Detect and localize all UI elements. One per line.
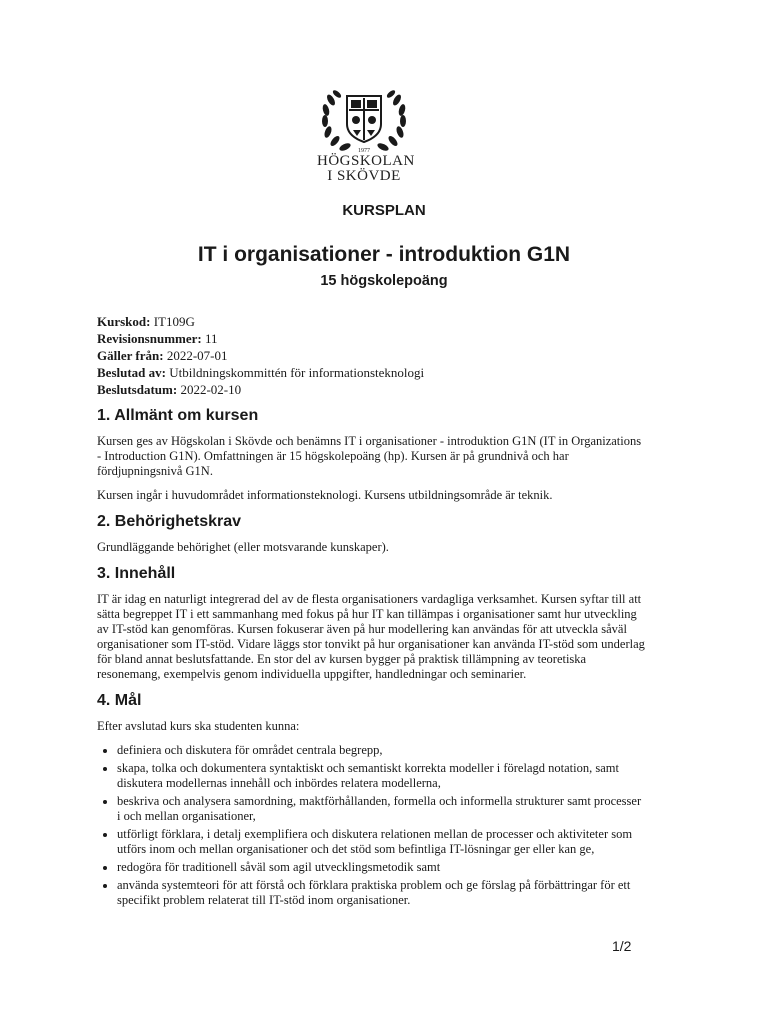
paragraph: Kursen ingår i huvudområdet informationsteknologi. Kursens utbildningsområde är teknik.	[97, 488, 553, 502]
meta-label: Beslutsdatum:	[97, 382, 178, 397]
section-heading: 4. Mål	[97, 692, 142, 709]
logo-line-2: I SKÖVDE	[327, 168, 401, 184]
section-general	[97, 406, 645, 503]
list-item: • använda systemteori för att förstå och förklara praktiska problem och ge förslag på förbättringar för ett specifikt problem relaterat till IT-stöd inom organisationer.	[117, 878, 645, 908]
meta-value: 2022-07-01	[166, 348, 228, 363]
paragraph: Efter avslutad kurs ska studenten kunna:	[97, 719, 300, 733]
meta-value: 2022-02-10	[180, 382, 242, 397]
logo-year: 1977	[358, 148, 370, 154]
meta-row-decided-by	[97, 364, 424, 381]
laurel-crest-icon	[317, 86, 411, 154]
document-type: KURSPLAN	[342, 202, 426, 219]
paragraph: Grundläggande behörighet (eller motsvarande kunskaper).	[97, 540, 389, 554]
page-number: 1/2	[612, 938, 632, 954]
meta-row-course-code	[97, 313, 424, 330]
section-heading: 3. Innehåll	[97, 565, 176, 582]
section-eligibility	[97, 512, 645, 555]
meta-label: Beslutad av:	[97, 365, 166, 380]
meta-row-revision	[97, 330, 424, 347]
course-title: IT i organisationer - introduktion G1N	[197, 243, 571, 266]
list-item: • definiera och diskutera för området centrala begrepp,	[117, 743, 645, 758]
meta-value: IT109G	[153, 314, 195, 329]
list-item: • beskriva och analysera samordning, maktförhållanden, formella och informella strukturer samt processer i och mellan organisationer,	[117, 794, 645, 824]
meta-label: Kurskod:	[97, 314, 151, 329]
meta-row-decision-date	[97, 381, 424, 398]
list-item: • redogöra för traditionell såväl som agil utvecklingsmetodik samt	[117, 860, 645, 875]
paragraph: Kursen ges av Högskolan i Skövde och benämns IT i organisationer - introduktion G1N (IT in Organizations - Introduction G1N). Omfattningen är 15 högskolepoäng (hp). Kursen är på grundnivå och har fördjupningsnivå G1N.	[97, 434, 642, 478]
meta-row-valid-from	[97, 347, 424, 364]
paragraph: IT är idag en naturligt integrerad del av de flesta organisationers vardagliga verksamhet. Kursen syftar till att sätta begreppet IT i ett sammanhang med fokus på hur IT kan tillämpas i organisationer samt hur utveckling av IT-stöd kan genomföras. Kursen fokuserar även på hur modellering kan användas för att utveckla såväl organisationer som IT-stöd. Vidare läggs stor tonvikt på hur organisationer kan använda IT-stöd som underlag för bland annat beslutsfattande. En stor del av kursen bygger på praktisk tillämpning av teoretiska resonemang, exempelvis genom individuella uppgifter, handledningar och seminarier.	[97, 592, 645, 681]
list-item: • utförligt förklara, i detalj exemplifiera och diskutera relationen mellan de processer och aktiviteter som utförs inom och mellan organisationer och det stöd som befintliga IT-lösningar ger eller kan ge,	[117, 827, 645, 857]
list-item: • skapa, tolka och dokumentera syntaktiskt och semantiskt korrekta modeller i förelagd notation, samt diskutera modellernas innehåll och inbördes relatera modellerna,	[117, 761, 645, 791]
section-heading: 2. Behörighetskrav	[97, 513, 242, 530]
section-goals	[97, 691, 645, 908]
university-logo	[317, 86, 415, 186]
meta-label: Revisionsnummer:	[97, 331, 202, 346]
meta-value: Utbildningskommittén för informationsteknologi	[169, 365, 425, 380]
document-body	[97, 406, 645, 914]
section-heading: 1. Allmänt om kursen	[97, 407, 259, 424]
meta-value: 11	[204, 331, 218, 346]
course-metadata	[97, 313, 424, 398]
course-credits: 15 högskolepoäng	[320, 273, 448, 289]
goals-list	[97, 743, 645, 908]
section-content	[97, 564, 645, 682]
logo-line-1: HÖGSKOLAN	[317, 153, 415, 169]
meta-label: Gäller från:	[97, 348, 164, 363]
